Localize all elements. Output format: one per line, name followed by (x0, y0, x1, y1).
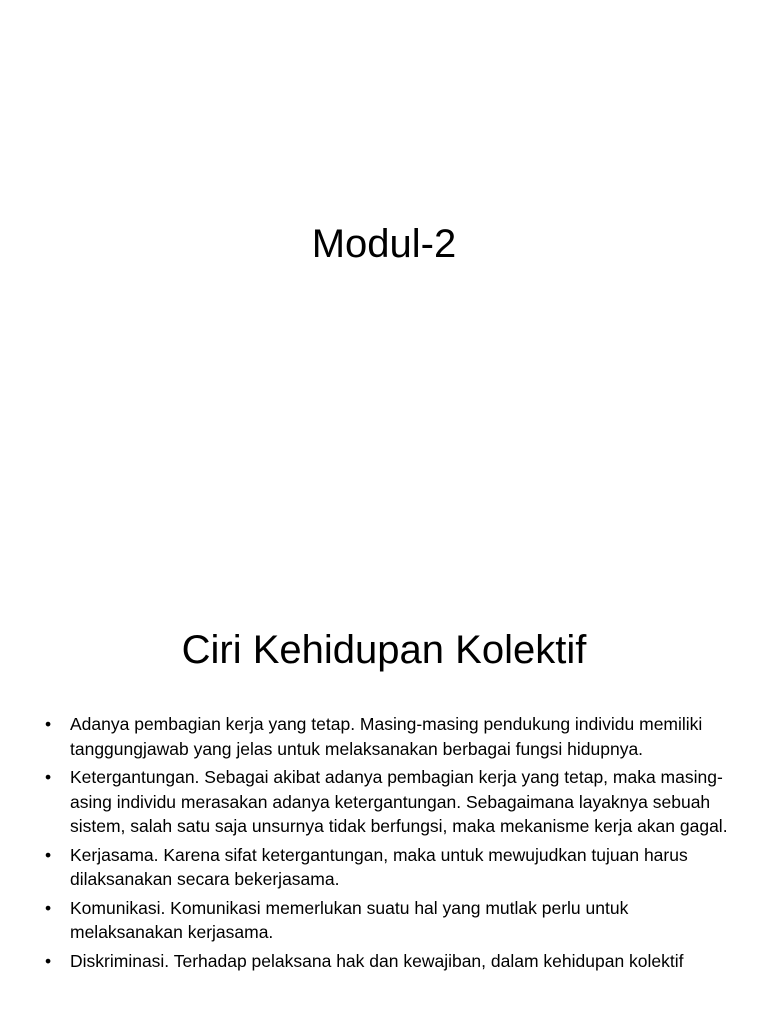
bullet-icon: • (45, 844, 52, 865)
bullet-list (43, 712, 733, 977)
slide-title: Ciri Kehidupan Kolektif (181, 628, 587, 672)
list-item (43, 949, 733, 974)
bullet-icon: • (45, 714, 52, 734)
bullet-text: Kerjasama. Karena sifat ketergantungan, maka untuk mewujudkan tujuan harus dilaksanakan secara bekerjasama. (70, 844, 688, 889)
list-item (43, 843, 733, 892)
bullet-text: Diskriminasi. Terhadap pelaksana hak dan kewajiban, dalam kehidupan kolektif (70, 950, 684, 971)
slide-title: Modul-2 (311, 222, 457, 266)
bullet-text: Ketergantungan. Sebagai akibat adanya pembagian kerja yang tetap, maka masing-asing individu merasakan adanya ketergantungan. Sebagaimana layaknya sebuah sistem, salah satu saja unsurnya tidak berfungsi, maka mekanisme kerja akan gagal. (70, 767, 728, 836)
list-item (43, 765, 733, 839)
list-item (43, 896, 733, 945)
bullet-text: Adanya pembagian kerja yang tetap. Masing-masing pendukung individu memiliki tanggungjawab yang jelas untuk melaksanakan berbagai fungsi hidupnya. (70, 714, 703, 759)
bullet-text: Komunikasi. Komunikasi memerlukan suatu hal yang mutlak perlu untuk melaksanakan kerjasama. (70, 897, 629, 942)
slide-2 (0, 576, 768, 1024)
bullet-icon: • (45, 950, 52, 971)
bullet-icon: • (45, 897, 52, 918)
list-item (43, 712, 733, 761)
bullet-icon: • (45, 767, 52, 787)
